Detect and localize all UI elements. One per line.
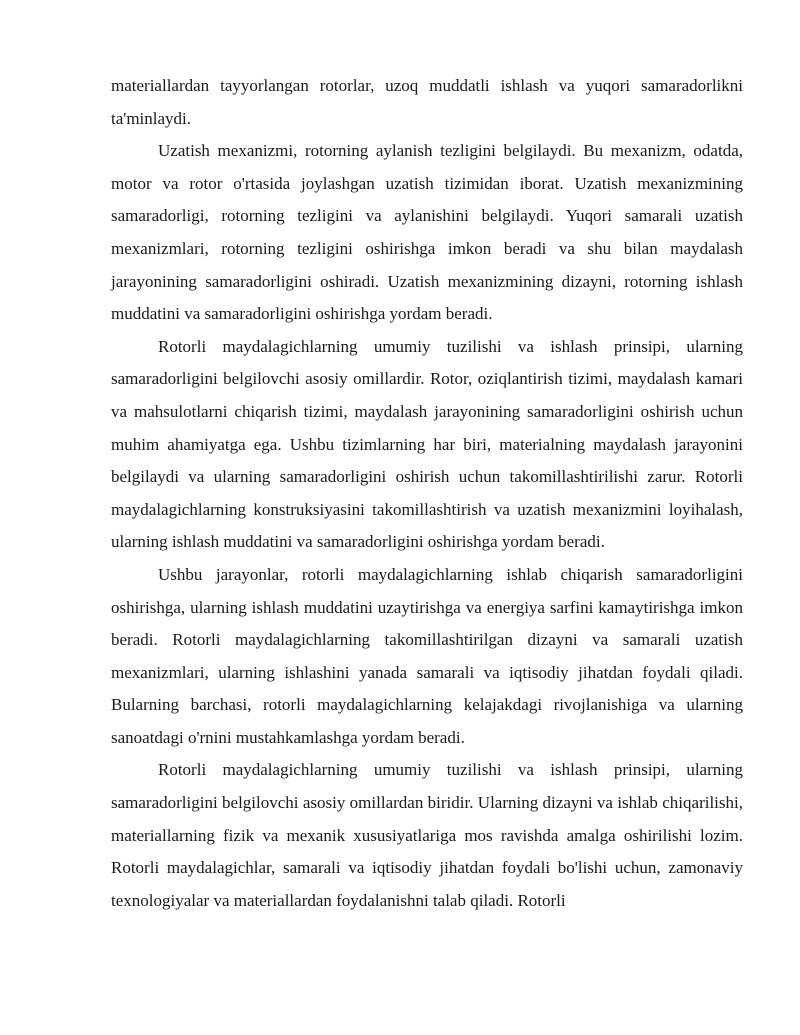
paragraph-3: Rotorli maydalagichlarning umumiy tuzilishi va ishlash prinsipi, ularning samaradorligini belgilovchi asosiy omillardir. Rotor, oziqlantirish tizimi, maydalash kamari va mahsulotlarni chiqarish tizimi, maydalash jarayonining samaradorligini oshirish uchun muhim ahamiyatga ega. Ushbu tizimlarning har biri, materialning maydalash jarayonini belgilaydi va ularning samaradorligini oshirish uchun takomillashtirilishi zarur. Rotorli maydalagichlarning konstruksiyasini takomillashtirish va uzatish mexanizmini loyihalash, ularning ishlash muddatini va samaradorligini oshirishga yordam beradi.: [111, 336, 743, 552]
paragraph-1: materiallardan tayyorlangan rotorlar, uzoq muddatli ishlash va yuqori samaradorlikni ta'minlaydi.: [111, 76, 743, 128]
paragraph-4: Ushbu jarayonlar, rotorli maydalagichlarning ishlab chiqarish samaradorligini oshirishga, ularning ishlash muddatini uzaytirishga va energiya sarfini kamaytirishga imkon beradi. Rotorli maydalagichlarning takomillashtirilgan dizayni va samarali uzatish mexanizmlari, ularning ishlashini yanada samarali va iqtisodiy jihatdan foydali qiladi. Bularning barchasi, rotorli maydalagichlarning kelajakdagi rivojlanishiga va ularning sanoatdagi o'rnini mustahkamlashga yordam beradi.: [111, 564, 743, 747]
document-page: [111, 70, 743, 917]
paragraph-2: Uzatish mexanizmi, rotorning aylanish tezligini belgilaydi. Bu mexanizm, odatda, motor va rotor o'rtasida joylashgan uzatish tizimidan iborat. Uzatish mexanizmining samaradorligi, rotorning tezligini va aylanishini belgilaydi. Yuqori samarali uzatish mexanizmlari, rotorning tezligini oshirishga imkon beradi va shu bilan maydalash jarayonining samaradorligini oshiradi. Uzatish mexanizmining dizayni, rotorning ishlash muddatini va samaradorligini oshirishga yordam beradi.: [111, 141, 743, 324]
paragraph-5: Rotorli maydalagichlarning umumiy tuzilishi va ishlash prinsipi, ularning samaradorligini belgilovchi asosiy omillardan biridir. Ularning dizayni va ishlab chiqarilishi, materiallarning fizik va mexanik xususiyatlariga mos ravishda amalga oshirilishi lozim. Rotorli maydalagichlar, samarali va iqtisodiy jihatdan foydali bo'lishi uchun, zamonaviy texnologiyalar va materiallardan foydalanishni talab qiladi. Rotorli: [111, 760, 743, 910]
